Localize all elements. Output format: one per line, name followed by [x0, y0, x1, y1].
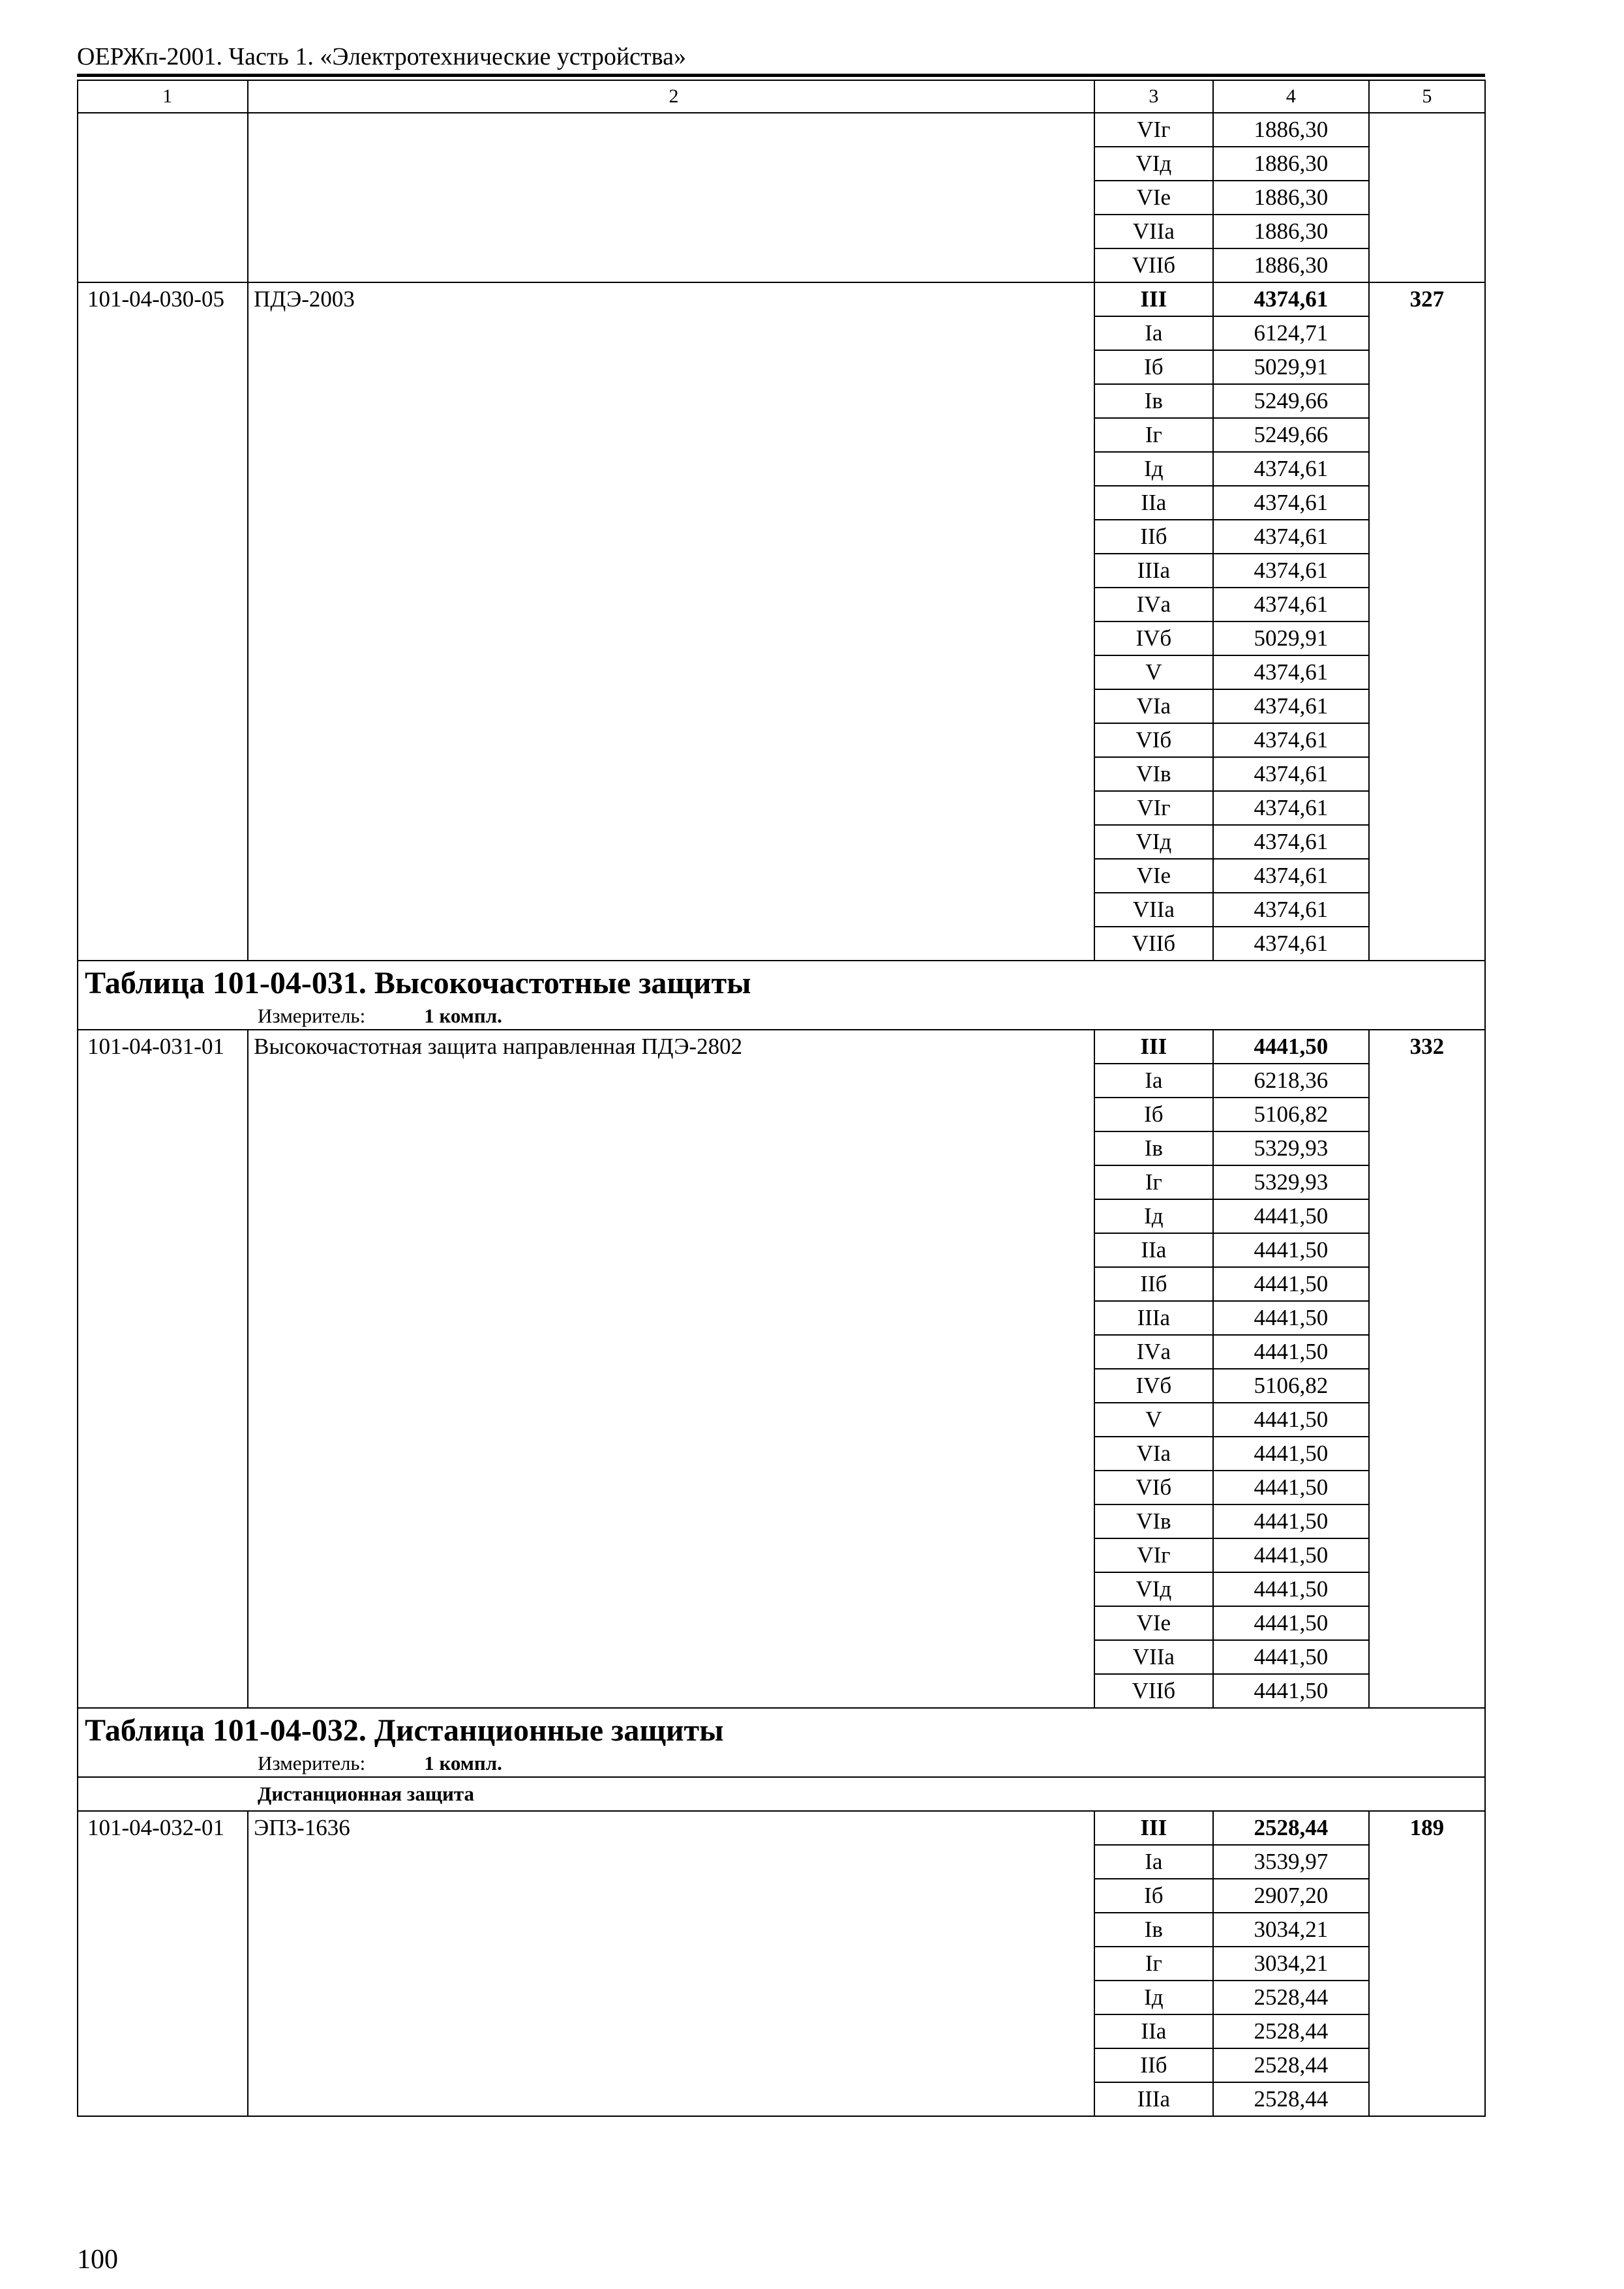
rate-value: 5029,91 [1213, 350, 1369, 384]
rate-value: 5106,82 [1213, 1098, 1369, 1131]
rate-value: 4441,50 [1213, 1437, 1369, 1471]
region-code: Iв [1094, 384, 1213, 418]
column-number: 5 [1369, 80, 1485, 113]
rate-value: 1886,30 [1213, 248, 1369, 282]
region-code: Iб [1094, 1098, 1213, 1131]
running-header: ОЕРЖп-2001. Часть 1. «Электротехнические устройства» [77, 43, 686, 70]
rate-value: 4441,50 [1213, 1199, 1369, 1233]
rate-value: 5249,66 [1213, 384, 1369, 418]
measure-value: 1 компл. [424, 1004, 502, 1027]
region-code: Iг [1094, 1165, 1213, 1199]
region-code: VIб [1094, 1471, 1213, 1504]
rate-value: 4441,50 [1213, 1030, 1369, 1064]
item-total: 327 [1369, 282, 1485, 961]
rate-value: 2528,44 [1213, 2014, 1369, 2048]
region-code: IVа [1094, 1335, 1213, 1369]
rate-value: 6218,36 [1213, 1064, 1369, 1098]
region-code: VIIа [1094, 215, 1213, 248]
rate-value: 2528,44 [1213, 2082, 1369, 2116]
table-row [78, 1811, 1485, 1845]
region-code: VIа [1094, 1437, 1213, 1471]
region-code: Iб [1094, 350, 1213, 384]
region-code: III [1094, 282, 1213, 316]
rate-value: 3539,97 [1213, 1845, 1369, 1879]
region-code: Iв [1094, 1131, 1213, 1165]
rate-value: 4374,61 [1213, 791, 1369, 825]
rate-value: 4374,61 [1213, 655, 1369, 689]
region-code: IIIа [1094, 2082, 1213, 2116]
region-code: Iа [1094, 1845, 1213, 1879]
rate-value: 4441,50 [1213, 1335, 1369, 1369]
rate-value: 4441,50 [1213, 1606, 1369, 1640]
rate-value: 4374,61 [1213, 486, 1369, 520]
rate-value: 1886,30 [1213, 147, 1369, 181]
item-total: 332 [1369, 1030, 1485, 1708]
region-code: III [1094, 1811, 1213, 1845]
rate-value: 5329,93 [1213, 1131, 1369, 1165]
region-code: VIIб [1094, 927, 1213, 961]
table-subheader [78, 1777, 1485, 1811]
rate-value: 4441,50 [1213, 1267, 1369, 1301]
rate-value: 4441,50 [1213, 1301, 1369, 1335]
section-title: Таблица 101-04-032. Дистанционные защиты [85, 1713, 724, 1748]
rate-value: 4374,61 [1213, 859, 1369, 893]
rate-value: 4374,61 [1213, 893, 1369, 927]
rate-value: 6124,71 [1213, 316, 1369, 350]
rate-value: 4374,61 [1213, 520, 1369, 554]
region-code: IIIа [1094, 554, 1213, 588]
region-code: VIг [1094, 1538, 1213, 1572]
region-code: VIг [1094, 791, 1213, 825]
region-code: Iб [1094, 1879, 1213, 1913]
rate-value: 4374,61 [1213, 554, 1369, 588]
item-name: ПДЭ-2003 [248, 282, 1094, 961]
measure-label: Измеритель: [258, 1752, 366, 1774]
region-code: IIа [1094, 1233, 1213, 1267]
region-code: VIд [1094, 825, 1213, 859]
region-code: IVб [1094, 621, 1213, 655]
column-number-row [78, 80, 1485, 113]
rate-value: 4374,61 [1213, 825, 1369, 859]
region-code: Iа [1094, 1064, 1213, 1098]
region-code: IIб [1094, 2048, 1213, 2082]
rate-value: 4374,61 [1213, 282, 1369, 316]
region-code: VIв [1094, 757, 1213, 791]
rate-value: 4441,50 [1213, 1640, 1369, 1674]
header-rule [77, 74, 1485, 77]
rate-value: 4374,61 [1213, 757, 1369, 791]
region-code: IIIа [1094, 1301, 1213, 1335]
item-code [78, 113, 248, 282]
region-code: VIв [1094, 1504, 1213, 1538]
rate-value: 4374,61 [1213, 588, 1369, 621]
region-code: VIIб [1094, 248, 1213, 282]
rate-value: 4441,50 [1213, 1504, 1369, 1538]
column-number: 2 [248, 80, 1094, 113]
region-code: III [1094, 1030, 1213, 1064]
region-code: Iд [1094, 452, 1213, 486]
rate-value: 2907,20 [1213, 1879, 1369, 1913]
region-code: Iв [1094, 1913, 1213, 1947]
region-code: IIа [1094, 2014, 1213, 2048]
rate-value: 4441,50 [1213, 1233, 1369, 1267]
region-code: VIIб [1094, 1674, 1213, 1708]
region-code: Iг [1094, 1947, 1213, 1981]
item-total [1369, 113, 1485, 282]
region-code: VIе [1094, 181, 1213, 215]
section-title: Таблица 101-04-031. Высокочастотные защиты [85, 966, 751, 1000]
region-code: VIIа [1094, 893, 1213, 927]
section-header-cell [78, 961, 1485, 1030]
rate-value: 4374,61 [1213, 689, 1369, 723]
column-number: 3 [1094, 80, 1213, 113]
rate-value: 2528,44 [1213, 1981, 1369, 2014]
region-code: VIб [1094, 723, 1213, 757]
rate-value: 1886,30 [1213, 113, 1369, 147]
rate-value: 5329,93 [1213, 1165, 1369, 1199]
table-section-header [78, 1708, 1485, 1777]
region-code: IIб [1094, 1267, 1213, 1301]
measure-line [85, 1003, 1484, 1029]
region-code: Iа [1094, 316, 1213, 350]
rate-value: 2528,44 [1213, 2048, 1369, 2082]
rates-table [77, 80, 1486, 2117]
region-code: IVб [1094, 1369, 1213, 1403]
region-code: VIIа [1094, 1640, 1213, 1674]
section-header-cell [78, 1708, 1485, 1777]
rate-value: 4441,50 [1213, 1471, 1369, 1504]
rate-value: 5029,91 [1213, 621, 1369, 655]
column-number: 1 [78, 80, 248, 113]
rate-value: 3034,21 [1213, 1947, 1369, 1981]
rate-value: 4374,61 [1213, 723, 1369, 757]
measure-value: 1 компл. [424, 1752, 502, 1774]
region-code: VIа [1094, 689, 1213, 723]
column-number: 4 [1213, 80, 1369, 113]
rate-value: 4441,50 [1213, 1674, 1369, 1708]
region-code: VIе [1094, 859, 1213, 893]
item-name [248, 113, 1094, 282]
region-code: IIб [1094, 520, 1213, 554]
region-code: Iд [1094, 1981, 1213, 2014]
region-code: Iд [1094, 1199, 1213, 1233]
region-code: V [1094, 1403, 1213, 1437]
region-code: VIг [1094, 113, 1213, 147]
rate-value: 5249,66 [1213, 418, 1369, 452]
table-row [78, 282, 1485, 316]
measure-label: Измеритель: [258, 1004, 366, 1027]
item-code: 101-04-030-05 [78, 282, 248, 961]
rate-value: 2528,44 [1213, 1811, 1369, 1845]
rates-table-body [78, 80, 1485, 2116]
rate-value: 3034,21 [1213, 1913, 1369, 1947]
rate-value: 1886,30 [1213, 181, 1369, 215]
region-code: VIе [1094, 1606, 1213, 1640]
region-code: IIа [1094, 486, 1213, 520]
table-row [78, 113, 1485, 147]
measure-line [85, 1750, 1484, 1776]
region-code: IVа [1094, 588, 1213, 621]
region-code: VIд [1094, 147, 1213, 181]
rate-value: 4441,50 [1213, 1403, 1369, 1437]
item-code: 101-04-031-01 [78, 1030, 248, 1708]
rate-value: 4441,50 [1213, 1572, 1369, 1606]
table-section-header [78, 961, 1485, 1030]
item-code: 101-04-032-01 [78, 1811, 248, 2116]
rate-value: 4441,50 [1213, 1538, 1369, 1572]
table-row [78, 1030, 1485, 1064]
region-code: V [1094, 655, 1213, 689]
item-name: Высокочастотная защита направленная ПДЭ-2802 [248, 1030, 1094, 1708]
rate-value: 4374,61 [1213, 452, 1369, 486]
rate-value: 5106,82 [1213, 1369, 1369, 1403]
region-code: VIд [1094, 1572, 1213, 1606]
region-code: Iг [1094, 418, 1213, 452]
subheader-text: Дистанционная защита [78, 1777, 1485, 1811]
rate-value: 1886,30 [1213, 215, 1369, 248]
item-total: 189 [1369, 1811, 1485, 2116]
page-number: 100 [77, 2245, 118, 2275]
item-name: ЭПЗ-1636 [248, 1811, 1094, 2116]
rate-value: 4374,61 [1213, 927, 1369, 961]
